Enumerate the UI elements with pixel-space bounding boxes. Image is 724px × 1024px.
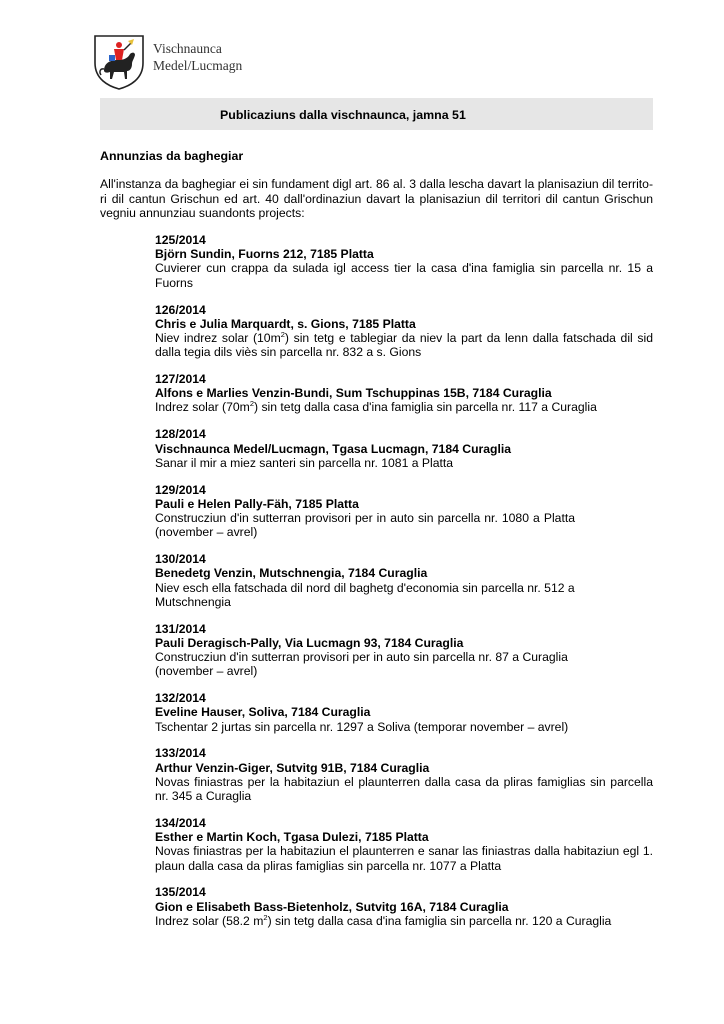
superscript: 2 [249, 399, 254, 409]
entry-applicant: Björn Sundin, Fuorns 212, 7185 Platta [155, 247, 374, 262]
municipality-line2: Medel/Lucmagn [153, 58, 243, 73]
description-part: ) sin tetg e tablegiar da niev la part da lenn dalla fatschada dil sid dalla tegia dils viès sin parcella nr. 832 a s. Gions [155, 330, 653, 360]
page-title: Publicaziuns dalla vischnaunca, jamna 51 [220, 108, 466, 122]
entry-number: 129/2014 [155, 482, 206, 497]
entry-applicant: Pauli e Helen Pally-Fäh, 7185 Platta [155, 496, 359, 511]
list-item [155, 233, 653, 290]
municipality-line1: Vischnaunca [153, 41, 222, 56]
entry-number: 134/2014 [155, 815, 206, 830]
list-item [155, 372, 653, 415]
entry-description: Novas finiastras per la habitaziun el plaunterren dalla casa da pliras famiglias sin parcella nr. 345 a Curaglia [155, 774, 653, 803]
entry-description: Cuvierer cun crappa da sulada igl access tier la casa d'ina famiglia sin parcella nr. 15 a Fuorns [155, 261, 653, 290]
entry-description [155, 914, 653, 928]
entry-number: 126/2014 [155, 302, 206, 317]
entry-description [155, 331, 653, 359]
entry-number: 132/2014 [155, 691, 206, 706]
section-heading: Annunzias da baghegiar [100, 149, 244, 163]
entry-description: Sanar il mir a miez santeri sin parcella nr. 1081 a Platta [155, 455, 454, 470]
entry-number: 125/2014 [155, 233, 206, 247]
list-item [155, 691, 653, 734]
entry-applicant: Esther e Martin Koch, Tgasa Dulezi, 7185 Platta [155, 830, 429, 845]
intro-paragraph: All'instanza da baghegiar ei sin fundament digl art. 86 al. 3 dalla lescha davart la planisaziun dil territo-ri dil cantun Grischun ed art. 40 dall'ordinaziun davart la planisaziun dil territori dil cantun Grischun vegniu annunziau suandonts projects: [100, 177, 653, 221]
entry-applicant: Arthur Venzin-Giger, Sutvitg 91B, 7184 Curaglia [155, 760, 430, 775]
coat-of-arms-icon [92, 33, 146, 91]
municipality-name [153, 40, 242, 74]
entry-number: 135/2014 [155, 885, 206, 900]
entry-number: 130/2014 [155, 552, 206, 567]
description-part: Indrez solar (70m [155, 400, 250, 415]
description-part: ) sin tetg dalla casa d'ina famiglia sin parcella nr. 117 a Curaglia [254, 400, 597, 415]
entry-applicant: Vischnaunca Medel/Lucmagn, Tgasa Lucmagn, 7184 Curaglia [155, 441, 512, 456]
list-item [155, 622, 653, 679]
description-part: ) sin tetg dalla casa d'ina famiglia sin parcella nr. 120 a Curaglia [267, 913, 612, 928]
entry-applicant: Benedetg Venzin, Mutschnengia, 7184 Curaglia [155, 566, 428, 581]
description-part: Indrez solar (58.2 m [155, 913, 264, 928]
list-item [155, 427, 653, 470]
entry-applicant: Eveline Hauser, Soliva, 7184 Curaglia [155, 705, 371, 720]
entry-description: Construcziun d'in sutterran provisori per in auto sin parcella nr. 1080 a Platta (november – avrel) [155, 511, 575, 540]
entry-description: Niev esch ella fatschada dil nord dil baghetg d'economia sin parcella nr. 512 a Mutschnengia [155, 580, 575, 609]
entry-applicant: Gion e Elisabeth Bass-Bietenholz, Sutvitg 16A, 7184 Curaglia [155, 899, 509, 914]
superscript: 2 [280, 329, 285, 339]
entry-applicant: Pauli Deragisch-Pally, Via Lucmagn 93, 7184 Curaglia [155, 635, 464, 650]
superscript: 2 [263, 912, 268, 922]
description-part: Niev indrez solar (10m [155, 330, 281, 345]
entry-number: 133/2014 [155, 746, 206, 761]
entry-description: Construcziun d'in sutterran provisori per in auto sin parcella nr. 87 a Curaglia (november – avrel) [155, 650, 568, 679]
building-applications-list [155, 233, 653, 941]
entry-applicant: Alfons e Marlies Venzin-Bundi, Sum Tschuppinas 15B, 7184 Curaglia [155, 386, 552, 401]
entry-number: 127/2014 [155, 372, 206, 386]
list-item [155, 746, 653, 803]
entry-number: 131/2014 [155, 621, 206, 636]
entry-applicant: Chris e Julia Marquardt, s. Gions, 7185 Platta [155, 316, 416, 331]
list-item [155, 552, 653, 609]
list-item [155, 483, 653, 540]
list-item [155, 816, 653, 873]
entry-description: Tschentar 2 jurtas sin parcella nr. 1297 a Soliva (temporar november – avrel) [155, 719, 569, 734]
entry-number: 128/2014 [155, 427, 206, 442]
list-item [155, 303, 653, 360]
entry-description [155, 400, 653, 414]
list-item [155, 885, 653, 928]
entry-description: Novas finiastras per la habitaziun el plaunterren e sanar las finiastras dalla habitaziun egl 1. plaun dalla casa da pliras famiglias sin parcella nr. 1077 a Platta [155, 844, 653, 873]
